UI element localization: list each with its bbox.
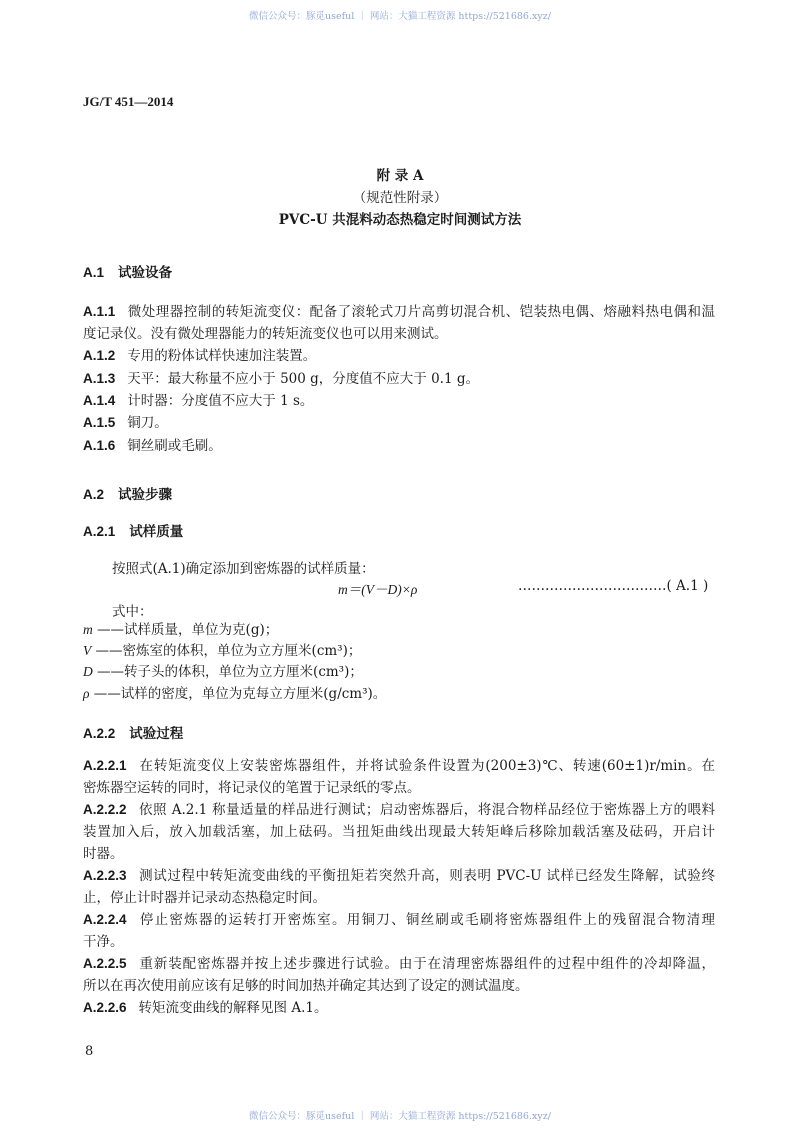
clause-a2-2-4: [83, 912, 715, 928]
clause-a1-6: [83, 438, 715, 454]
clause-label: A.2.2.5: [83, 956, 127, 971]
formula-expression: m＝(V－D)×ρ: [338, 582, 418, 597]
clause-a2-2-1-cont: 密炼器空运转的同时，将记录仪的笔置于记录纸的零点。: [83, 780, 421, 796]
clause-a1-1: [83, 304, 715, 320]
variable-symbol: m: [83, 622, 93, 637]
appendix-title: 附 录 A: [376, 168, 424, 184]
page-number: 8: [85, 1044, 94, 1059]
variable-symbol: ρ: [83, 686, 90, 701]
clause-label: A.1.3: [83, 371, 116, 386]
clause-a1-2: [83, 348, 715, 364]
clause-text: 依照 A.2.1 称量适量的样品进行测试；启动密炼器后，将混合物样品经位于密炼器上方的喂料: [138, 802, 715, 818]
section-title: 试验过程: [129, 726, 184, 742]
clause-label: A.2.2.1: [83, 758, 127, 773]
clause-text: 微处理器控制的转矩流变仪：配备了滚轮式刀片高剪切混合机、铠装热电偶、熔融料热电偶和温: [127, 304, 715, 320]
appendix-name: PVC-U 共混料动态热稳定时间测试方法: [278, 212, 522, 228]
clause-a1-3: [83, 371, 715, 387]
clause-text: 转矩流变曲线的解释见图 A.1。: [138, 1000, 328, 1016]
clause-a2-2-3-cont: 止，停止计时器并记录动态热稳定时间。: [83, 890, 326, 906]
variable-d: [83, 664, 715, 680]
clause-text: 计时器：分度值不应大于 1 s。: [127, 393, 314, 409]
section-number: A.2.2: [83, 726, 116, 741]
section-number: A.2.1: [83, 524, 116, 539]
clause-text: 在转矩流变仪上安装密炼器组件，并将试验条件设置为(200±3)℃、转速(60±1)r/min。在: [138, 758, 715, 774]
section-title: 试验步骤: [118, 487, 173, 503]
section-a1-heading: [83, 261, 172, 281]
clause-label: A.2.2.6: [83, 1000, 127, 1015]
section-a2-1-heading: [83, 520, 183, 540]
clause-a1-5: [83, 415, 715, 431]
appendix-type: （规范性附录）: [352, 190, 448, 206]
formula-label: ( A.1 ): [666, 578, 709, 594]
watermark-bottom: 微信公众号：豚觅useful ｜ 网站：大猫工程资源 https://521686.xyz/: [249, 1111, 551, 1122]
clause-label: A.1.6: [83, 438, 116, 453]
clause-a2-2-1: [83, 758, 715, 774]
clause-text: 重新装配密炼器并按上述步骤进行试验。由于在清理密炼器组件的过程中组件的冷却降温，: [138, 956, 715, 972]
clause-label: A.1.5: [83, 415, 116, 430]
clause-label: A.1.1: [83, 304, 116, 319]
standard-number: JG/T 451—2014: [83, 94, 174, 109]
clause-label: A.1.4: [83, 393, 116, 408]
variable-rho: [83, 686, 715, 702]
clause-a2-2-2: [83, 802, 715, 818]
formula-intro: 按照式(A.1)确定添加到密炼器的试样质量：: [112, 561, 375, 577]
clause-text: 铜丝刷或毛刷。: [127, 438, 222, 454]
clause-label: A.2.2.4: [83, 912, 127, 927]
variable-desc: ——转子头的体积，单位为立方厘米(cm³)；: [97, 664, 363, 680]
clause-text: 铜刀。: [127, 415, 168, 431]
clause-text: 天平：最大称量不应小于 500 g，分度值不应大于 0.1 g。: [127, 371, 479, 387]
variable-desc: ——试样质量，单位为克(g)；: [97, 622, 279, 638]
section-number: A.1: [83, 265, 105, 280]
section-title: 试样质量: [129, 524, 184, 540]
section-a2-2-heading: [83, 722, 183, 742]
variable-v: [83, 643, 715, 659]
variable-m: [83, 622, 715, 638]
watermark-top: 微信公众号：豚觅useful ｜ 网站：大猫工程资源 https://521686.xyz/: [249, 11, 551, 22]
section-title: 试验设备: [118, 265, 173, 281]
clause-a1-4: [83, 393, 715, 409]
clause-a2-2-2-cont2: 时器。: [83, 846, 124, 862]
clause-text: 测试过程中转矩流变曲线的平衡扭矩若突然升高，则表明 PVC-U 试样已经发生降解，试验终: [138, 868, 715, 884]
clause-text: 停止密炼器的运转打开密炼室。用铜刀、铜丝刷或毛刷将密炼器组件上的残留混合物清理: [138, 912, 715, 928]
clause-a2-2-5-cont: 所以在再次使用前应该有足够的时间加热并确定其达到了设定的测试温度。: [83, 978, 529, 994]
variable-desc: ——试样的密度，单位为克每立方厘米(g/cm³)。: [93, 686, 387, 702]
clause-a2-2-5: [83, 956, 715, 972]
variable-symbol: V: [83, 643, 92, 658]
clause-a1-1-cont: 度记录仪。没有微处理器能力的转矩流变仪也可以用来测试。: [83, 326, 448, 342]
formula-where: 式中：: [112, 604, 153, 620]
section-number: A.2: [83, 487, 105, 502]
clause-label: A.1.2: [83, 348, 116, 363]
clause-a2-2-6: [83, 1000, 715, 1016]
clause-label: A.2.2.2: [83, 802, 127, 817]
clause-label: A.2.2.3: [83, 868, 127, 883]
clause-text: 专用的粉体试样快速加注装置。: [127, 348, 317, 364]
clause-a2-2-2-cont: 装置加入后，放入加载活塞，加上砝码。当扭矩曲线出现最大转矩峰后移除加载活塞及砝码，开启计: [83, 824, 715, 840]
variable-symbol: D: [83, 664, 93, 679]
formula-number: [518, 578, 708, 594]
clause-a2-2-4-cont: 干净。: [83, 934, 124, 950]
formula-leader: ……………………………: [518, 578, 667, 594]
variable-desc: ——密炼室的体积，单位为立方厘米(cm³)；: [95, 643, 362, 659]
clause-a2-2-3: [83, 868, 715, 884]
section-a2-heading: [83, 483, 172, 503]
